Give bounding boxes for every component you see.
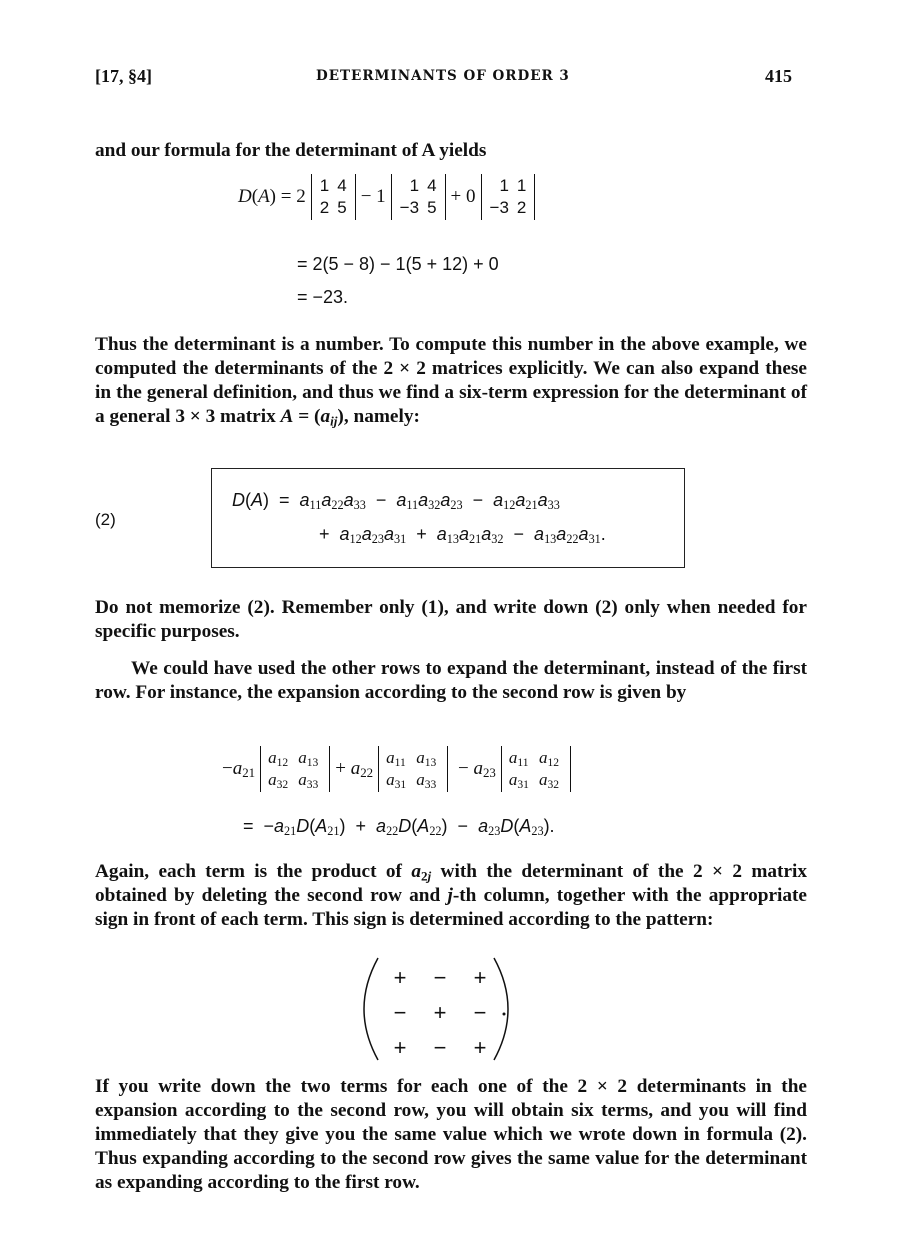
sign-pattern-grid: + − + − + − + − + bbox=[393, 964, 487, 1060]
section-reference: [17, §4] bbox=[95, 66, 152, 86]
expansion-minor-2: $a_{11}$ $a_{13}$ $a_{31}$ $a_{33}$ bbox=[378, 746, 448, 792]
sign-pattern bbox=[356, 954, 526, 1064]
example-line-1 bbox=[238, 174, 535, 220]
formula-line-1: $D(A) = a_{11}a_{22}a_{33} - a_{11}a_{32}a_{23} - a_{12}a_{21}a_{33}$ bbox=[232, 490, 560, 513]
paragraph-2: Do not memorize (2). Remember only (1), and write down (2) only when needed for specific purposes. bbox=[95, 597, 807, 642]
paragraph-4: Again, each term is the product of $a_{2j}$ with the determinant of the 2 × 2 matrix obtained by deleting the second row and j-th column, together with the appropriate sign in front of each term. This sign is determined according to the pattern: bbox=[95, 861, 807, 930]
example-matrix-1: 1 4 2 5 bbox=[311, 174, 356, 220]
paragraph-3: We could have used the other rows to expand the determinant, instead of the first row. For instance, the expansion according to the second row is given by bbox=[95, 658, 807, 703]
expansion-minor-1: $a_{12}$ $a_{13}$ $a_{32}$ $a_{33}$ bbox=[260, 746, 330, 792]
example-lhs: D(A) = 2 bbox=[238, 185, 306, 207]
example-op-2: + 0 bbox=[450, 185, 476, 207]
page-number: 415 bbox=[765, 66, 792, 86]
expansion-coef-1: $-a_{21}$ bbox=[222, 757, 256, 780]
expansion-result: = $-a_{21}D(A_{21}) + a_{22}D(A_{22}) - a_{23}D(A_{23})$. bbox=[243, 816, 555, 839]
formula-label: (2) bbox=[95, 510, 116, 529]
formula-box bbox=[211, 468, 685, 568]
expansion-coef-2: + $a_{22}$ bbox=[335, 757, 374, 780]
expansion-line-1 bbox=[222, 746, 571, 792]
paragraph-5: If you write down the two terms for each one of the 2 × 2 determinants in the expansion according to the second row, you will obtain six terms, and you will find immediately that they give you the same value which we wrote down in formula (2). Thus expanding according to the second row gives the same value for the determinant as expanding according to the first row. bbox=[95, 1076, 807, 1193]
example-line-3: = −23. bbox=[297, 287, 349, 307]
example-matrix-2: 1 4 −3 5 bbox=[391, 174, 446, 220]
example-matrix-3: 1 1 −3 2 bbox=[481, 174, 536, 220]
running-title: DETERMINANTS OF ORDER 3 bbox=[316, 68, 570, 84]
expansion-coef-3: − $a_{23}$ bbox=[453, 757, 496, 780]
paragraph-1: Thus the determinant is a number. To compute this number in the above example, we computed the determinants of the 2 × 2 matrices explicitly. We can also expand these in the general definition, and thus we find a six-term expression for the determinant of a general 3 × 3 matrix $A = (a_{ij})$, namely: bbox=[95, 334, 807, 429]
formula-line-2: + $a_{12}a_{23}a_{31} + a_{13}a_{21}a_{32} - a_{13}a_{22}a_{31}$. bbox=[319, 524, 606, 547]
expansion-minor-3: $a_{11}$ $a_{12}$ $a_{31}$ $a_{32}$ bbox=[501, 746, 571, 792]
example-op-1: − 1 bbox=[360, 185, 386, 207]
example-line-2: = 2(5 − 8) − 1(5 + 12) + 0 bbox=[297, 254, 499, 274]
intro-line: and our formula for the determinant of A yields bbox=[95, 140, 487, 161]
